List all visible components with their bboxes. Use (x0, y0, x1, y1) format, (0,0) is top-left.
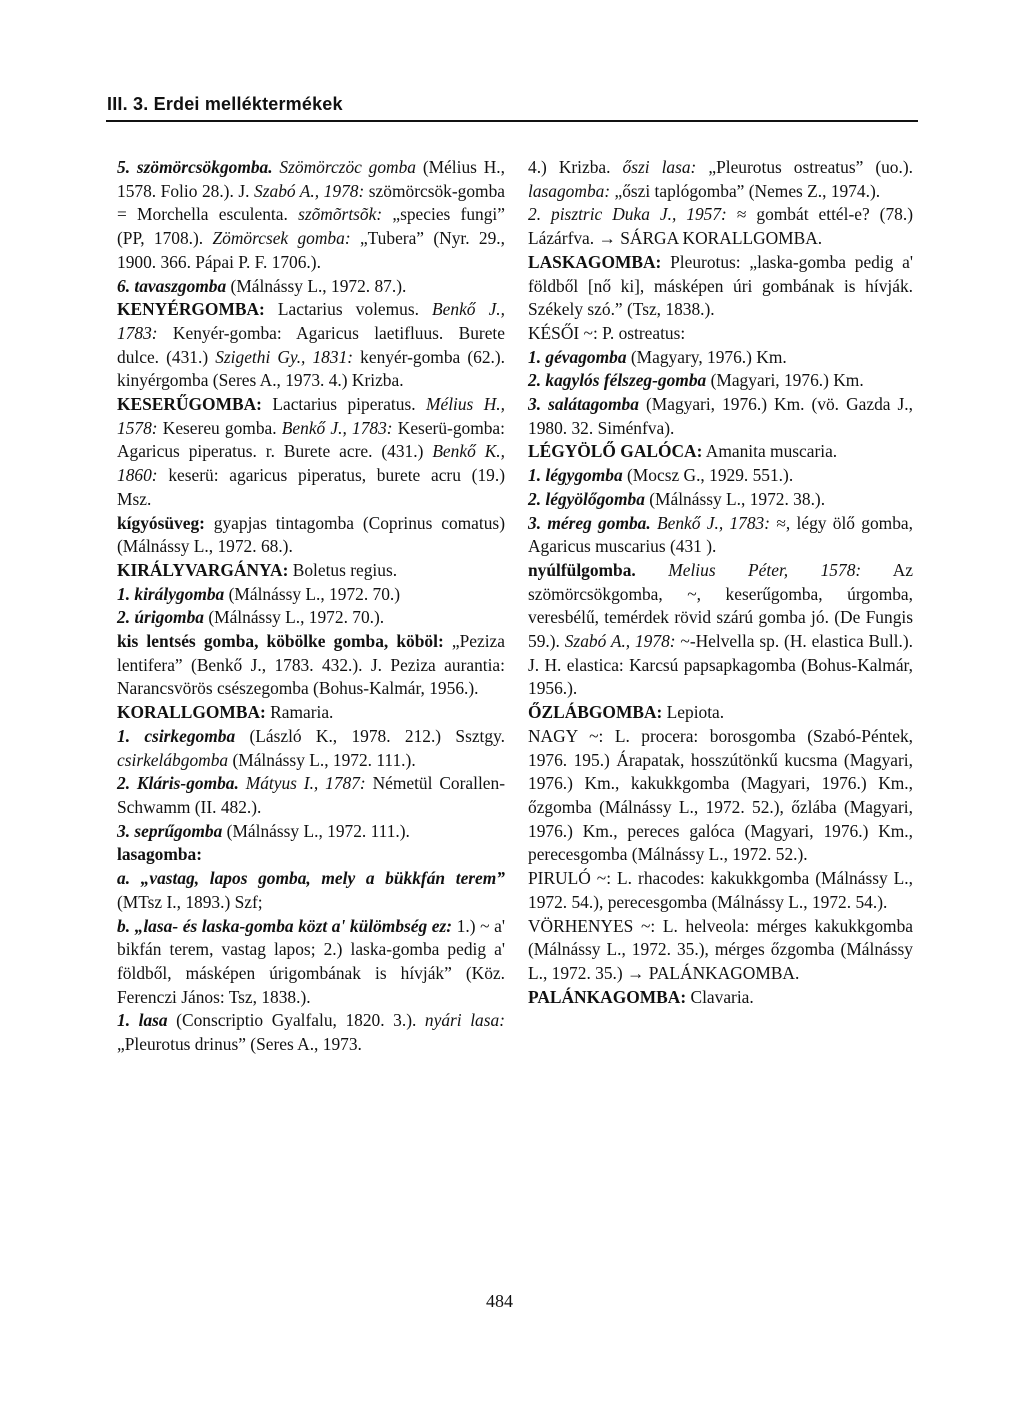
entry-headword: 3. méreg gomba. (528, 512, 651, 533)
page-number: 484 (486, 1291, 513, 1311)
entry-text: Az szömörcsökgomba, ~, keserűgomba, úrgomba, veresbélű, temérdek rövid szárú gomba jó. (De Fungis 59.). (528, 559, 913, 652)
entry-text (239, 773, 246, 793)
entry-headword: 1. légygomba (528, 465, 623, 486)
entry-citation: csirkelábgomba (117, 749, 229, 770)
dictionary-entry (528, 346, 913, 370)
dictionary-entry (117, 701, 505, 725)
entry-text: Keserü-gomba: Agaricus piperatus. r. Burete acre. (431.) (117, 417, 505, 462)
entry-text: 1.) ~ a' bikfán terem, vastag lapos; 2.) laska-gomba pedig a' földből, másképen úrigombának is hívják” (Köz. Ferenczi János: Tsz, 1838.). (117, 915, 505, 1007)
entry-text: „Pleurotus ostreatus” (uo.). (696, 157, 913, 177)
entry-citation: Szabó A., 1978: (254, 180, 365, 201)
entry-headword: b. „lasa- és laska-gomba közt a' külömbség ez: (117, 915, 453, 936)
entry-text: Ramaria. (265, 702, 334, 723)
entry-text: „Tubera” (Nyr. 29., 1900. 366. Pápai P. F. 1706.). (117, 228, 505, 272)
entry-text: PIRULÓ ~: L. rhacodes: kakukkgomba (Málnássy L., 1972. 54.), perecesgomba (Málnássy L., 1972. 54.). (528, 868, 913, 912)
dictionary-entry (117, 275, 505, 299)
entry-text: (Magyary, 1976.) Km. (626, 346, 787, 367)
entry-text: szömörcsök-gomba = Morchella esculenta. (117, 180, 505, 225)
entry-headword: kis lentsés gomba, köbölke gomba, köböl: (117, 631, 444, 652)
entry-headword: nyúlfülgomba. (528, 559, 636, 580)
dictionary-entry (117, 820, 505, 844)
entry-text: KÉSŐI ~: P. ostreatus: (528, 322, 686, 343)
entry-text: (Mocsz G., 1929. 551.). (622, 465, 794, 486)
dictionary-entry (528, 203, 913, 250)
entry-text: Clavaria. (686, 986, 754, 1007)
entry-headword: 6. tavaszgomba (117, 275, 227, 296)
entry-citation: Szigethi Gy., 1831: (215, 346, 354, 367)
dictionary-entry (528, 156, 913, 203)
entry-text (636, 560, 668, 580)
entry-headword: 1. gévagomba (528, 346, 627, 367)
entry-headword: 3. seprűgomba (117, 820, 223, 841)
entry-headword: KIRÁLYVARGÁNYA: (117, 559, 289, 580)
entry-text: ~-Helvella sp. (H. elastica Bull.). J. H. elastica: Karcsú papsapkagomba (Bohus-Kalmár, 1956.). (528, 631, 913, 699)
dictionary-entry (117, 512, 505, 559)
running-header: III. 3. Erdei melléktermékek (107, 94, 343, 114)
entry-citation: Melius Péter, 1578: (668, 559, 862, 580)
entry-citation: Benkő K., 1860: (117, 441, 505, 486)
entry-text: (Málnássy L., 1972. 111.). (222, 820, 410, 841)
entry-text: Kenyér-gomba: Agaricus laetifluus. Burete dulce. (431.) (117, 322, 505, 367)
dictionary-entry (528, 725, 913, 867)
entry-headword: 5. szömörcsökgomba. (117, 157, 273, 177)
entry-headword: 2. Kláris-gomba. (117, 773, 239, 794)
header-rule (106, 120, 918, 122)
entry-text: Boletus regius. (288, 559, 398, 580)
entry-text: ≈ gombát ettél-e? (78.) Lázárfva. → SÁRGA KORALLGOMBA. (528, 204, 913, 249)
entry-headword: 1. lasa (117, 1010, 168, 1031)
entry-headword: lasagomba: (117, 844, 203, 865)
dictionary-entry (528, 867, 913, 914)
entry-text: NAGY ~: L. procera: borosgomba (Szabó-Péntek, 1976. 195.) Árapatak, hosszútönkű kucsma (Magyari, 1976.) Km., kakukkgomba (Magyari, 1976.) Km., őzgomba (Málnássy L., 1972. 52.), őzlába (Magyari, 1976.) Km., pereces galóca (Magyari, 1976.) Km., perecesgomba (Málnássy L., 1972. 52.). (528, 725, 913, 865)
entry-text: (Málnássy L., 1972. 87.). (226, 275, 407, 296)
right-column (528, 156, 913, 1009)
entry-text: VÖRHENYES ~: L. helveola: mérges kakukkgomba (Málnássy L., 1972. 35.), mérges őzgomba (Málnássy L., 1972. 35.) → PALÁNKAGOMBA. (528, 915, 913, 983)
dictionary-entry (528, 512, 913, 559)
entry-text: Pleurotus: „laska-gomba pedig a' földből [nő ki], másképen úri gombának is hívják. Székely szó.” (Tsz, 1838.). (528, 251, 913, 320)
entry-headword: KESERŰGOMBA: (117, 394, 262, 415)
dictionary-entry (528, 559, 913, 701)
dictionary-entry (117, 583, 505, 607)
entry-headword: ŐZLÁBGOMBA: (528, 702, 663, 723)
dictionary-entry (117, 867, 505, 914)
entry-headword: 3. salátagomba (528, 394, 639, 415)
entry-text: „őszi taplógomba” (Nemes Z., 1974.). (610, 180, 881, 201)
dictionary-entry (117, 1009, 505, 1056)
entry-text: (Conscriptio Gyalfalu, 1820. 3.). (167, 1010, 425, 1031)
entry-text: (Málnássy L., 1972. 70.) (224, 583, 401, 604)
entry-headword: KORALLGOMBA: (117, 702, 266, 723)
dictionary-entry (528, 488, 913, 512)
entry-text: Amanita muscaria. (702, 441, 838, 462)
dictionary-entry (528, 322, 913, 346)
entry-text: „species fungi” (PP, 1708.). (117, 204, 505, 249)
dictionary-entry (117, 843, 505, 867)
entry-text: Lactarius piperatus. (261, 394, 426, 415)
entry-text: (Málnássy L., 1972. 70.). (203, 607, 385, 628)
dictionary-entry (528, 701, 913, 725)
entry-citation: Benkő J., 1783: (281, 417, 393, 438)
entry-text: (MTsz I., 1893.) Szf; (117, 891, 263, 912)
entry-text: Lepiota. (662, 702, 725, 723)
dictionary-entry (117, 725, 505, 772)
entry-citation: lasagomba: (528, 180, 611, 201)
entry-text: „Pleurotus drinus” (Seres A., 1973. (117, 1034, 362, 1055)
entry-text: (Málnássy L., 1972. 111.). (228, 749, 416, 770)
dictionary-entry (117, 915, 505, 1010)
entry-text: (Mélius H., 1578. Folio 28.). J. (117, 157, 505, 201)
entry-text: (Málnássy L., 1972. 38.). (644, 488, 826, 509)
entry-citation: Szömörczöc gomba (279, 157, 417, 177)
dictionary-entry (528, 369, 913, 393)
entry-headword: 2. kagylós félszeg-gomba (528, 370, 707, 391)
dictionary-entry (117, 298, 505, 393)
left-column (117, 156, 505, 1057)
dictionary-entry (528, 915, 913, 986)
entry-text: Kesereu gomba. (157, 417, 282, 438)
dictionary-entry (528, 440, 913, 464)
entry-text: keserü: agaricus piperatus, burete acru (19.) Msz. (117, 465, 505, 509)
entry-citation: Benkő J., 1783: (657, 512, 771, 533)
entry-text: 4.) Krizba. (528, 157, 623, 177)
dictionary-entry (528, 251, 913, 322)
entry-headword: a. „vastag, lapos gomba, mely a bükkfán terem” (117, 868, 505, 889)
entry-headword: KENYÉRGOMBA: (117, 299, 265, 320)
entry-citation: 2. pisztric Duka J., 1957: (528, 204, 727, 225)
entry-citation: őszi lasa: (622, 157, 697, 177)
dictionary-entry (117, 772, 505, 819)
entry-headword: PALÁNKAGOMBA: (528, 986, 687, 1007)
entry-citation: Benkő J., 1783: (117, 299, 505, 343)
entry-text: (Magyari, 1976.) Km. (vö. Gazda J., 1980. 32. Siménfva). (528, 394, 913, 438)
entry-headword: kígyósüveg: (117, 512, 205, 533)
dictionary-entry (117, 606, 505, 630)
dictionary-entry (117, 559, 505, 583)
dictionary-entry (528, 986, 913, 1010)
dictionary-entry (528, 393, 913, 440)
entry-text: Németül Corallen-Schwamm (II. 482.). (117, 773, 505, 817)
entry-headword: 2. úrigomba (117, 607, 204, 628)
entry-text: kenyér-gomba (62.). kinyérgomba (Seres A., 1973. 4.) Krizba. (117, 346, 505, 391)
entry-citation: Mátyus I., 1787: (245, 773, 366, 794)
entry-citation: nyári lasa: (424, 1010, 505, 1031)
entry-headword: LÉGYÖLŐ GALÓCA: (528, 441, 703, 462)
entry-text: „Peziza lentifera” (Benkő J., 1783. 432.). J. Peziza aurantia: Narancsvörös csészegomba (Bohus-Kalmár, 1956.). (117, 631, 505, 699)
entry-headword: 1. csirkegomba (117, 725, 236, 746)
entry-citation: Szabó A., 1978: (564, 631, 676, 652)
entry-headword: LASKAGOMBA: (528, 251, 662, 272)
entry-citation: Mélius H., 1578: (117, 394, 505, 438)
entry-text: (László K., 1978. 212.) Ssztgy. (235, 725, 505, 746)
entry-headword: 1. királygomba (117, 583, 225, 604)
entry-headword: 2. légyölőgomba (528, 488, 645, 509)
dictionary-entry (117, 156, 505, 275)
dictionary-entry (528, 464, 913, 488)
entry-text: ≈, légy ölő gomba, Agaricus muscarius (431 ). (528, 512, 913, 557)
entry-text: (Magyari, 1976.) Km. (706, 370, 864, 391)
entry-text: gyapjas tintagomba (Coprinus comatus) (Málnássy L., 1972. 68.). (117, 512, 505, 557)
dictionary-entry (117, 630, 505, 701)
dictionary-entry (117, 393, 505, 512)
entry-text: Lactarius volemus. (264, 299, 433, 320)
entry-citation: Zömörcsek gomba: (212, 228, 351, 249)
entry-citation: szõmõrtsõk: (298, 204, 383, 225)
